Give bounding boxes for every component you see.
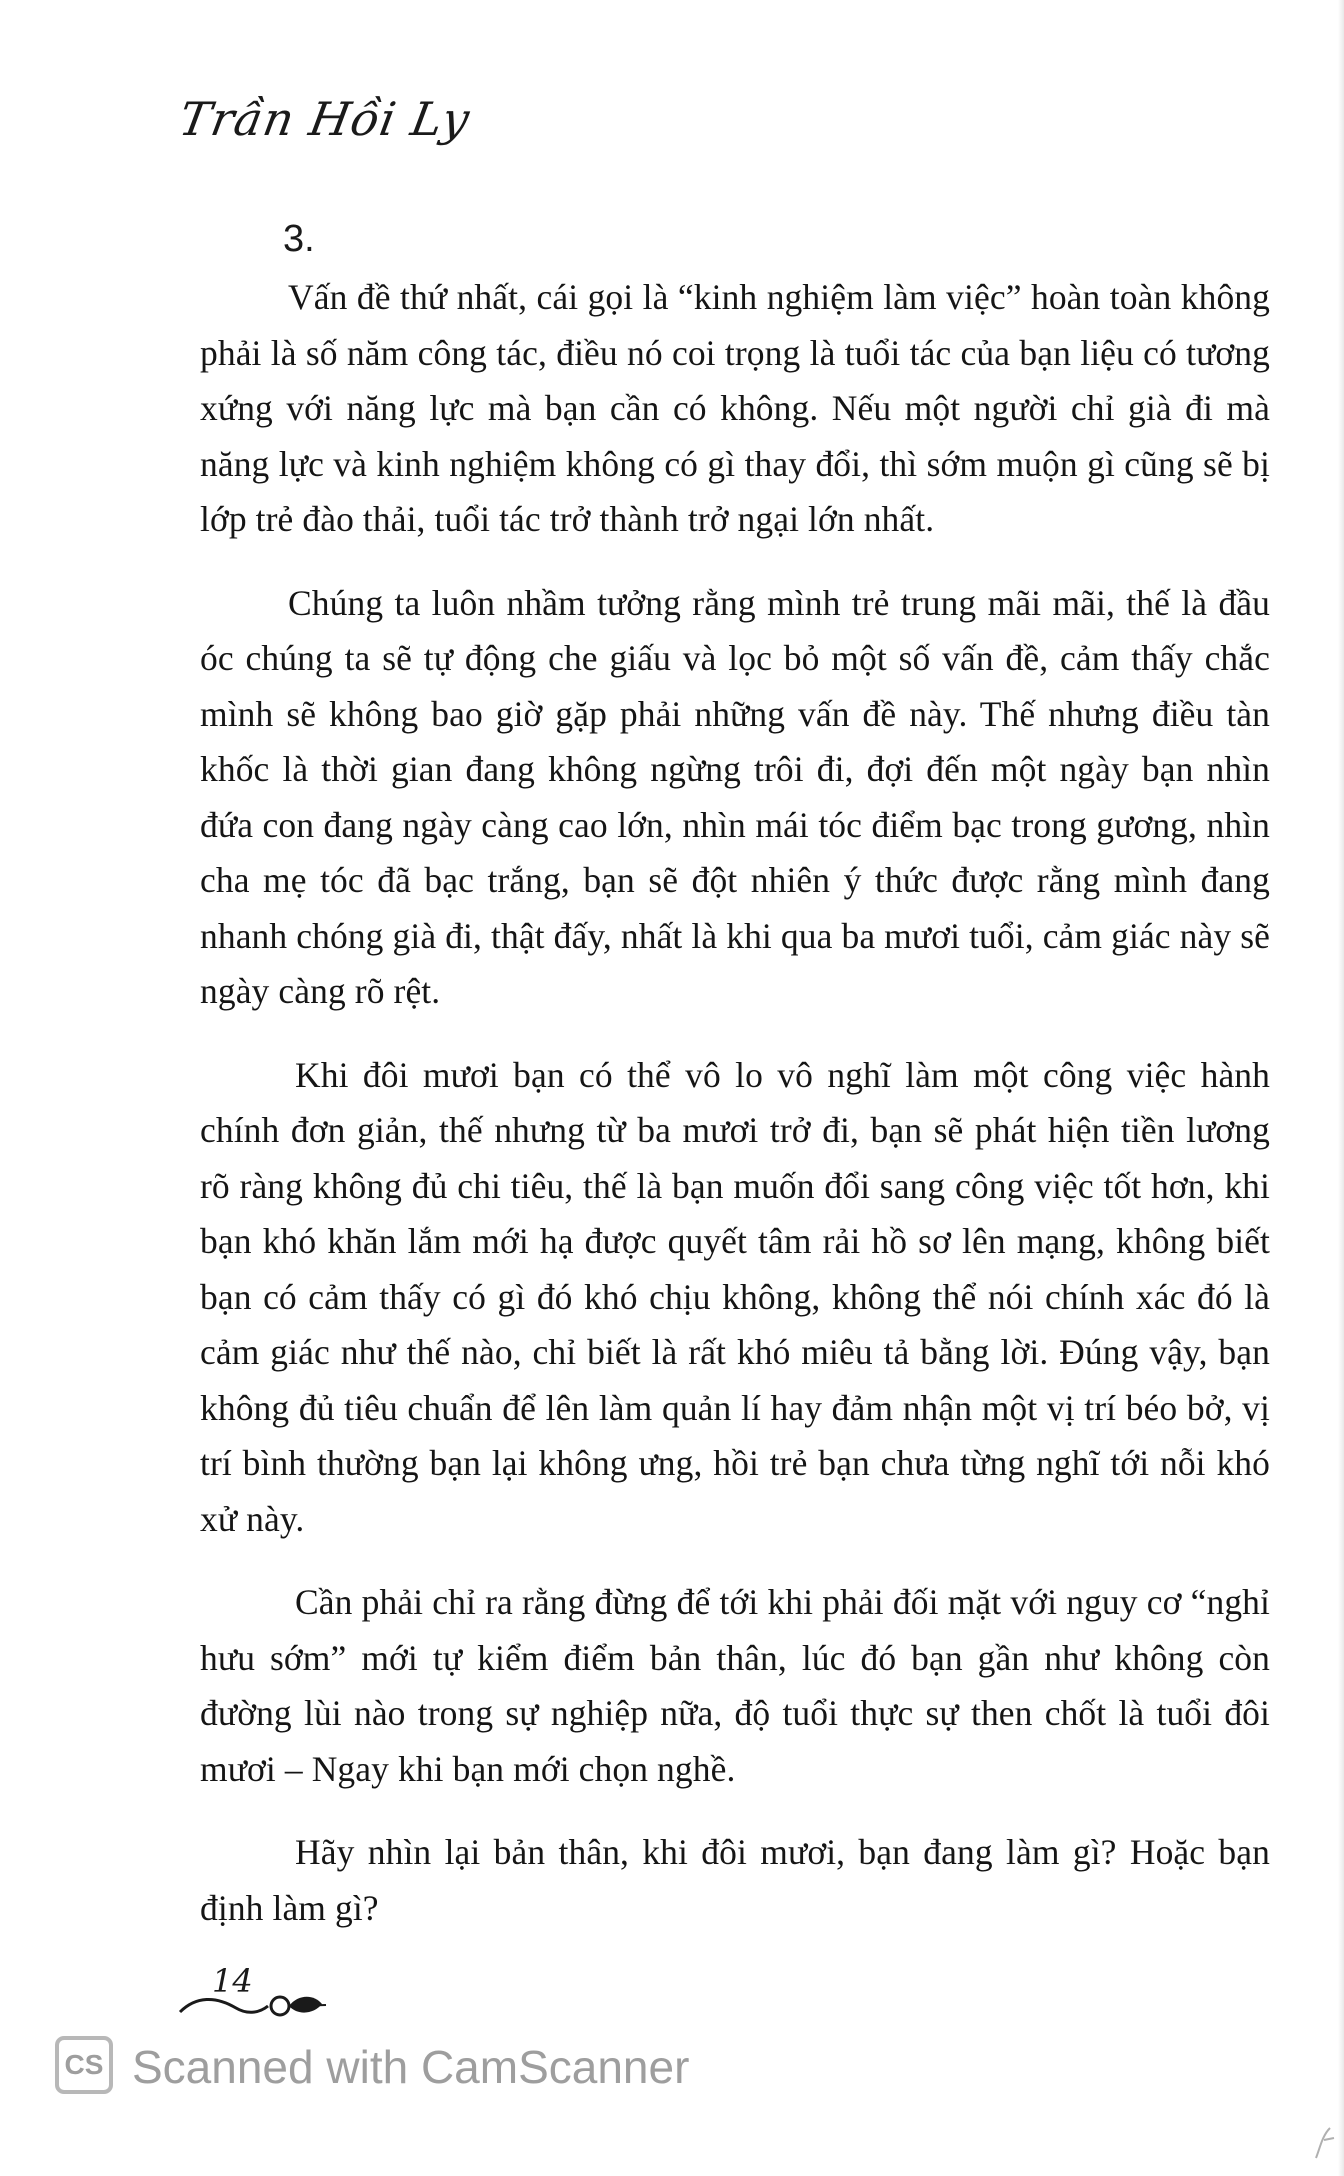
- scanner-watermark: Scanned with CamScanner: [132, 2041, 690, 2093]
- body-text: [200, 270, 1270, 1964]
- leaf-flourish-icon: [176, 1990, 336, 2020]
- paragraph-2: Chúng ta luôn nhầm tưởng rằng mình trẻ trung mãi mãi, thế là đầu óc chúng ta sẽ tự động che giấu và lọc bỏ một số vấn đề, cảm thấy chắc mình sẽ không bao giờ gặp phải những vấn đề này. Thế nhưng điều tàn khốc là thời gian đang không ngừng trôi đi, đợi đến một ngày bạn nhìn đứa con đang ngày càng cao lớn, nhìn mái tóc điểm bạc trong gương, nhìn cha mẹ tóc đã bạc trắng, bạn sẽ đột nhiên ý thức được rằng mình đang nhanh chóng già đi, thật đấy, nhất là khi qua ba mươi tuổi, cảm giác này sẽ ngày càng rõ rệt.: [200, 582, 1270, 1011]
- paragraph-3: Khi đôi mươi bạn có thể vô lo vô nghĩ làm một công việc hành chính đơn giản, thế nhưng từ ba mươi trở đi, bạn sẽ phát hiện tiền lương rõ ràng không đủ chi tiêu, thế là bạn muốn đổi sang công việc tốt hơn, khi bạn khó khăn lắm mới hạ được quyết tâm rải hồ sơ lên mạng, không biết bạn có cảm thấy có gì đó khó chịu không, không thể nói chính xác đó là cảm giác như thế nào, chỉ biết là rất khó miêu tả bằng lời. Đúng vậy, bạn không đủ tiêu chuẩn để lên làm quản lí hay đảm nhận một vị trí béo bở, vị trí bình thường bạn lại không ưng, hồi trẻ bạn chưa từng nghĩ tới nỗi khó xử này.: [200, 1054, 1270, 1539]
- section-number: 3.: [283, 218, 315, 260]
- paragraph-4: Cần phải chỉ ra rằng đừng để tới khi phải đối mặt với nguy cơ “nghỉ hưu sớm” mới tự kiểm điểm bản thân, lúc đó bạn gần như không còn đường lùi nào trong sự nghiệp nữa, độ tuổi thực sự then chốt là tuổi đôi mươi – Ngay khi bạn mới chọn nghề.: [200, 1582, 1270, 1789]
- author-signature: Trần Hồi Ly: [175, 92, 475, 146]
- camscanner-logo-icon: CS: [55, 2036, 113, 2094]
- paragraph-1: Vấn đề thứ nhất, cái gọi là “kinh nghiệm làm việc” hoàn toàn không phải là số năm công tác, điều nó coi trọng là tuổi tác của bạn liệu có tương xứng với năng lực mà bạn cần có không. Nếu một người chỉ già đi mà năng lực và kinh nghiệm không có gì thay đổi, thì sớm muộn gì cũng sẽ bị lớp trẻ đào thải, tuổi tác trở thành trở ngại lớn nhất.: [200, 277, 1270, 539]
- page-edge: [1338, 0, 1344, 2176]
- corner-scribble-icon: [1310, 2122, 1338, 2162]
- paragraph-5: Hãy nhìn lại bản thân, khi đôi mươi, bạn đang làm gì? Hoặc bạn định làm gì?: [200, 1832, 1270, 1928]
- page-number: 14: [212, 1962, 253, 2000]
